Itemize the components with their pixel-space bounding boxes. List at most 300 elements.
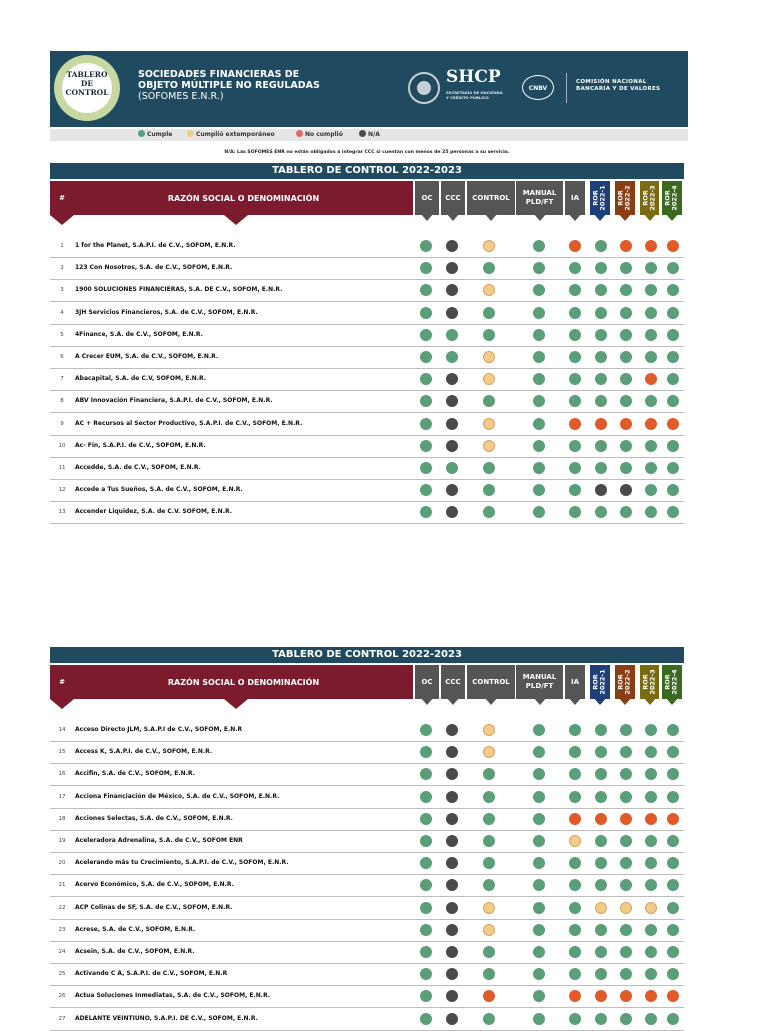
status-control-dot	[483, 879, 495, 891]
status-control-dot	[483, 284, 495, 296]
status-manual-dot	[533, 307, 545, 319]
status-ccc-dot	[446, 946, 458, 958]
table-row	[50, 764, 684, 786]
header-pointer	[50, 215, 74, 225]
header-pointer	[484, 697, 498, 705]
status-manual-dot	[533, 418, 545, 430]
row-number: 4	[60, 309, 64, 316]
table-row	[50, 853, 684, 875]
table-row	[50, 720, 684, 742]
status-oc-dot	[420, 791, 432, 803]
table-title: TABLERO DE CONTROL 2022-2023	[50, 163, 684, 179]
status-ia-dot	[569, 307, 581, 319]
status-ia-dot	[569, 835, 581, 847]
status-control-dot	[483, 791, 495, 803]
status-ror4-dot	[667, 373, 679, 385]
table-row	[50, 942, 684, 964]
status-manual-dot	[533, 484, 545, 496]
red-dot-icon	[296, 130, 303, 137]
legend-no-cumplio: No cumplió	[296, 129, 343, 141]
company-name: AC + Recursos al Sector Productivo, S.A.P.I. de C.V., SOFOM, E.N.R.	[75, 419, 303, 427]
status-manual-dot	[533, 373, 545, 385]
column-header-ccc	[441, 181, 465, 221]
column-header-ror2	[615, 665, 635, 705]
status-ror1-dot	[595, 240, 607, 252]
status-ia-dot	[569, 373, 581, 385]
status-ror2-dot	[620, 240, 632, 252]
status-ror4-dot	[667, 857, 679, 869]
status-ia-dot	[569, 506, 581, 518]
status-ror1-dot	[595, 990, 607, 1002]
table-row	[50, 414, 684, 436]
status-oc-dot	[420, 440, 432, 452]
table-row	[50, 742, 684, 764]
status-ror3-dot	[645, 746, 657, 758]
status-ror4-dot	[667, 462, 679, 474]
status-oc-dot	[420, 946, 432, 958]
header-title: SOCIEDADES FINANCIERAS DE OBJETO MÚLTIPLE NO REGULADAS (SOFOMES E.N.R.)	[138, 69, 320, 102]
status-ror1-dot	[595, 373, 607, 385]
status-oc-dot	[420, 902, 432, 914]
status-ccc-dot	[446, 284, 458, 296]
status-ror1-dot	[595, 418, 607, 430]
status-ror4-dot	[667, 262, 679, 274]
status-ror2-dot	[620, 813, 632, 825]
status-ror2-dot	[620, 902, 632, 914]
status-ror4-dot	[667, 835, 679, 847]
status-manual-dot	[533, 835, 545, 847]
na-note: N/A: Las SOFOMES ENR no están obligados a integrar CCC si cuentan con menos de 25 personas a su servicio.	[224, 150, 510, 155]
table-row	[50, 347, 684, 369]
status-ror3-dot	[645, 1013, 657, 1025]
header-pointer	[665, 213, 679, 221]
status-manual-dot	[533, 351, 545, 363]
column-header-text: ROR 2022-4	[664, 669, 679, 695]
company-name: Accender Liquidez, S.A. de C.V. SOFOM, E.N.R.	[75, 508, 232, 516]
column-header-number	[50, 665, 74, 705]
status-ror4-dot	[667, 768, 679, 780]
row-number: 14	[58, 727, 66, 733]
status-ia-dot	[569, 284, 581, 296]
status-oc-dot	[420, 307, 432, 319]
table-row	[50, 986, 684, 1008]
status-ror1-dot	[595, 879, 607, 891]
status-oc-dot	[420, 746, 432, 758]
status-ccc-dot	[446, 462, 458, 474]
table-row	[50, 391, 684, 413]
status-control-dot	[483, 924, 495, 936]
status-control-dot	[483, 240, 495, 252]
status-ror4-dot	[667, 1013, 679, 1025]
column-header-label	[662, 665, 682, 699]
status-control-dot	[483, 946, 495, 958]
status-control-dot	[483, 813, 495, 825]
status-ror1-dot	[595, 724, 607, 736]
company-name: ADELANTE VEINTIUNO, S.A.P.I. DE C.V., SOFOM, E.N.R.	[75, 1014, 258, 1022]
table-row	[50, 258, 684, 280]
status-ror4-dot	[667, 746, 679, 758]
header-pointer	[643, 697, 657, 705]
status-manual-dot	[533, 262, 545, 274]
company-name: 1900 SOLUCIONES FINANCIERAS, S.A. DE C.V., SOFOM, E.N.R.	[75, 286, 283, 294]
company-name: Acciones Selectas, S.A. de C.V., SOFOM, E.N.R.	[75, 814, 233, 822]
status-ror1-dot	[595, 813, 607, 825]
status-ia-dot	[569, 857, 581, 869]
status-ror1-dot	[595, 768, 607, 780]
status-manual-dot	[533, 946, 545, 958]
status-oc-dot	[420, 395, 432, 407]
column-header-oc	[415, 181, 439, 221]
column-header-control	[467, 181, 515, 221]
status-ror3-dot	[645, 284, 657, 296]
status-ia-dot	[569, 746, 581, 758]
column-header-manual	[516, 665, 563, 705]
status-ror2-dot	[620, 968, 632, 980]
column-header-ror1	[590, 665, 610, 705]
shcp-subtitle: SECRETARÍA DE HACIENDA Y CRÉDITO PÚBLICO	[446, 90, 503, 100]
row-number: 11	[58, 465, 66, 471]
column-header-label	[441, 181, 465, 215]
status-control-dot	[483, 506, 495, 518]
status-manual-dot	[533, 924, 545, 936]
status-ror3-dot	[645, 418, 657, 430]
status-ror3-dot	[645, 924, 657, 936]
status-ror3-dot	[645, 351, 657, 363]
status-oc-dot	[420, 462, 432, 474]
table-row	[50, 236, 684, 258]
row-number: 2	[60, 265, 64, 272]
column-header-text: ROR 2022-2	[617, 185, 632, 211]
status-ror4-dot	[667, 924, 679, 936]
status-ror3-dot	[645, 768, 657, 780]
status-ror4-dot	[667, 990, 679, 1002]
company-name: 123 Con Nosotros, S.A. de C.V., SOFOM, E.N.R.	[75, 264, 233, 272]
status-ror1-dot	[595, 462, 607, 474]
status-ccc-dot	[446, 373, 458, 385]
status-ror3-dot	[645, 307, 657, 319]
status-ccc-dot	[446, 968, 458, 980]
status-control-dot	[483, 835, 495, 847]
status-manual-dot	[533, 395, 545, 407]
status-ror2-dot	[620, 351, 632, 363]
status-manual-dot	[533, 990, 545, 1002]
gray-dot-icon	[359, 130, 366, 137]
status-ia-dot	[569, 813, 581, 825]
company-name: Accifin, S.A. de C.V., SOFOM, E.N.R.	[75, 770, 195, 778]
company-name: 3JH Servicios Financieros, S.A. de C.V., SOFOM, E.N.R.	[75, 308, 258, 316]
cnbv-logo: CNBV	[522, 75, 554, 100]
status-manual-dot	[533, 813, 545, 825]
status-ccc-dot	[446, 990, 458, 1002]
status-oc-dot	[420, 990, 432, 1002]
column-header-number	[50, 181, 74, 221]
column-header-label	[615, 181, 635, 215]
column-header-ia	[565, 665, 585, 705]
status-manual-dot	[533, 902, 545, 914]
status-ccc-dot	[446, 351, 458, 363]
column-header-name	[74, 665, 413, 705]
row-number: 8	[60, 398, 64, 405]
status-ccc-dot	[446, 791, 458, 803]
status-ccc-dot	[446, 813, 458, 825]
column-header-name	[74, 181, 413, 221]
status-ccc-dot	[446, 307, 458, 319]
status-manual-dot	[533, 724, 545, 736]
status-legend	[50, 129, 688, 141]
status-control-dot	[483, 724, 495, 736]
status-ror2-dot	[620, 946, 632, 958]
status-ccc-dot	[446, 879, 458, 891]
row-number: 22	[58, 904, 66, 911]
company-name: Acelerando más tu Crecimiento, S.A.P.I. de C.V., SOFOM, E.N.R.	[75, 859, 289, 867]
status-ia-dot	[569, 440, 581, 452]
header-pointer	[420, 213, 434, 221]
header-pointer	[665, 697, 679, 705]
status-ror4-dot	[667, 813, 679, 825]
table-row	[50, 303, 684, 325]
header-pointer	[533, 697, 547, 705]
column-header-ror4	[662, 665, 682, 705]
status-manual-dot	[533, 857, 545, 869]
status-ror3-dot	[645, 990, 657, 1002]
status-oc-dot	[420, 1013, 432, 1025]
status-ccc-dot	[446, 395, 458, 407]
row-number: 19	[58, 838, 66, 844]
table-row	[50, 369, 684, 391]
status-oc-dot	[420, 329, 432, 341]
logo-divider	[566, 73, 567, 103]
row-number: 13	[58, 509, 66, 516]
column-header-ror3	[640, 181, 659, 221]
column-header-label	[662, 181, 682, 215]
tablero-de-control-badge	[54, 55, 120, 121]
status-ror2-dot	[620, 768, 632, 780]
status-ror4-dot	[667, 902, 679, 914]
status-ror4-dot	[667, 506, 679, 518]
row-number: 15	[58, 749, 66, 756]
status-manual-dot	[533, 284, 545, 296]
status-ror2-dot	[620, 262, 632, 274]
company-name: Acsein, S.A. de C.V., SOFOM, E.N.R.	[75, 948, 195, 955]
yellow-dot-icon	[187, 130, 194, 137]
status-ror4-dot	[667, 484, 679, 496]
status-ror4-dot	[667, 329, 679, 341]
status-ror2-dot	[620, 440, 632, 452]
status-ror1-dot	[595, 484, 607, 496]
column-header-text: CCC	[445, 193, 461, 202]
status-oc-dot	[420, 373, 432, 385]
status-ror2-dot	[620, 724, 632, 736]
column-header-text: ROR 2022-3	[641, 669, 657, 695]
column-header-text: ROR 2022-4	[664, 185, 679, 211]
status-ccc-dot	[446, 440, 458, 452]
table-row	[50, 920, 684, 942]
column-header-text: MANUAL PLD/FT	[522, 189, 557, 206]
status-ror1-dot	[595, 946, 607, 958]
header-pointer	[224, 699, 248, 709]
status-ror3-dot	[645, 462, 657, 474]
company-name: Acciona Financiación de México, S.A. de C.V., SOFOM, E.N.R.	[75, 792, 280, 800]
column-header-label	[640, 665, 659, 699]
column-header-text: IA	[570, 677, 580, 686]
status-control-dot	[483, 329, 495, 341]
status-control-dot	[483, 307, 495, 319]
legend-cumple: Cumple	[138, 129, 172, 141]
status-ia-dot	[569, 462, 581, 474]
status-ia-dot	[569, 1013, 581, 1025]
header-banner	[50, 51, 688, 127]
status-ccc-dot	[446, 768, 458, 780]
row-number: 18	[58, 815, 66, 822]
status-ccc-dot	[446, 746, 458, 758]
status-ia-dot	[569, 924, 581, 936]
status-ror2-dot	[620, 329, 632, 341]
status-ror1-dot	[595, 857, 607, 869]
header-pointer	[643, 213, 657, 221]
status-ror1-dot	[595, 329, 607, 341]
row-number: 10	[58, 442, 66, 449]
row-number: 17	[58, 793, 66, 800]
row-number: 9	[60, 420, 64, 427]
header-pointer	[446, 697, 460, 705]
row-number: 23	[58, 926, 66, 933]
company-name: Accede a Tus Sueños, S.A. de C.V., SOFOM, E.N.R.	[75, 486, 243, 494]
company-name: Acrese, S.A. de C.V., SOFOM, E.N.R.	[75, 925, 196, 933]
status-ror2-dot	[620, 924, 632, 936]
status-control-dot	[483, 440, 495, 452]
status-control-dot	[483, 968, 495, 980]
status-ror2-dot	[620, 307, 632, 319]
status-ror2-dot	[620, 835, 632, 847]
status-ror1-dot	[595, 791, 607, 803]
table-row	[50, 831, 684, 853]
status-manual-dot	[533, 240, 545, 252]
header-pointer	[568, 213, 582, 221]
table-row	[50, 280, 684, 302]
column-header-text: MANUAL PLD/FT	[522, 673, 557, 690]
status-ror1-dot	[595, 440, 607, 452]
column-header-ccc	[441, 665, 465, 705]
status-control-dot	[483, 902, 495, 914]
column-header-oc	[415, 665, 439, 705]
column-header-label	[640, 181, 659, 215]
column-header-ror2	[615, 181, 635, 221]
status-ia-dot	[569, 968, 581, 980]
status-ror3-dot	[645, 724, 657, 736]
status-ror2-dot	[620, 791, 632, 803]
header-pointer	[593, 213, 607, 221]
badge-text: TABLERO DE CONTROL	[62, 63, 112, 113]
status-manual-dot	[533, 462, 545, 474]
table-row	[50, 458, 684, 480]
status-ror4-dot	[667, 284, 679, 296]
status-control-dot	[483, 462, 495, 474]
column-header-label	[615, 665, 635, 699]
status-ror1-dot	[595, 262, 607, 274]
company-name: Acceso Directo JLM, S.A.P.I de C.V., SOFOM, E.N.R	[75, 726, 243, 733]
status-ror3-dot	[645, 791, 657, 803]
status-ccc-dot	[446, 902, 458, 914]
status-ror3-dot	[645, 329, 657, 341]
status-control-dot	[483, 373, 495, 385]
column-header-text: IA	[570, 193, 580, 202]
status-ia-dot	[569, 724, 581, 736]
table-row	[50, 787, 684, 809]
column-header-label: #	[50, 665, 74, 699]
header-pointer	[568, 697, 582, 705]
column-header-label	[467, 181, 515, 215]
row-number: 27	[58, 1015, 66, 1022]
row-number: 12	[58, 487, 66, 494]
status-manual-dot	[533, 968, 545, 980]
status-ror2-dot	[620, 746, 632, 758]
column-header-label: RAZÓN SOCIAL O DENOMINACIÓN	[74, 181, 413, 215]
status-oc-dot	[420, 724, 432, 736]
status-ror2-dot	[620, 484, 632, 496]
status-control-dot	[483, 990, 495, 1002]
column-header-text: OC	[421, 193, 433, 202]
status-ccc-dot	[446, 240, 458, 252]
table-row	[50, 964, 684, 986]
control-table-2	[50, 647, 684, 1027]
status-manual-dot	[533, 746, 545, 758]
table-row	[50, 1009, 684, 1031]
status-ror2-dot	[620, 506, 632, 518]
column-header-text: ROR 2022-3	[641, 185, 657, 211]
status-ror3-dot	[645, 879, 657, 891]
status-ccc-dot	[446, 262, 458, 274]
status-ror3-dot	[645, 968, 657, 980]
status-ror3-dot	[645, 813, 657, 825]
status-ccc-dot	[446, 835, 458, 847]
status-control-dot	[483, 395, 495, 407]
status-ror3-dot	[645, 506, 657, 518]
column-header-ror1	[590, 181, 610, 221]
status-ror1-dot	[595, 284, 607, 296]
row-number: 25	[58, 971, 66, 978]
status-oc-dot	[420, 284, 432, 296]
status-ror1-dot	[595, 1013, 607, 1025]
status-manual-dot	[533, 1013, 545, 1025]
column-header-text: CONTROL	[472, 193, 510, 202]
status-ror1-dot	[595, 924, 607, 936]
header-pointer	[484, 213, 498, 221]
table-row	[50, 875, 684, 897]
column-header-label	[565, 665, 585, 699]
row-number: 16	[58, 771, 66, 778]
company-name: Abacapital, S.A. de C.V, SOFOM, E.N.R.	[75, 375, 207, 383]
control-table-1	[50, 163, 684, 528]
column-header-label	[415, 181, 439, 215]
status-ror1-dot	[595, 968, 607, 980]
status-oc-dot	[420, 879, 432, 891]
status-ror3-dot	[645, 946, 657, 958]
status-ror2-dot	[620, 1013, 632, 1025]
column-header-label	[467, 665, 515, 699]
status-ia-dot	[569, 240, 581, 252]
row-number: 6	[60, 354, 64, 360]
status-ia-dot	[569, 768, 581, 780]
status-manual-dot	[533, 329, 545, 341]
status-ia-dot	[569, 946, 581, 958]
table-row	[50, 809, 684, 831]
header-pointer	[533, 213, 547, 221]
status-ror2-dot	[620, 879, 632, 891]
header-pointer	[618, 213, 632, 221]
status-ror3-dot	[645, 395, 657, 407]
status-ia-dot	[569, 262, 581, 274]
status-oc-dot	[420, 924, 432, 936]
